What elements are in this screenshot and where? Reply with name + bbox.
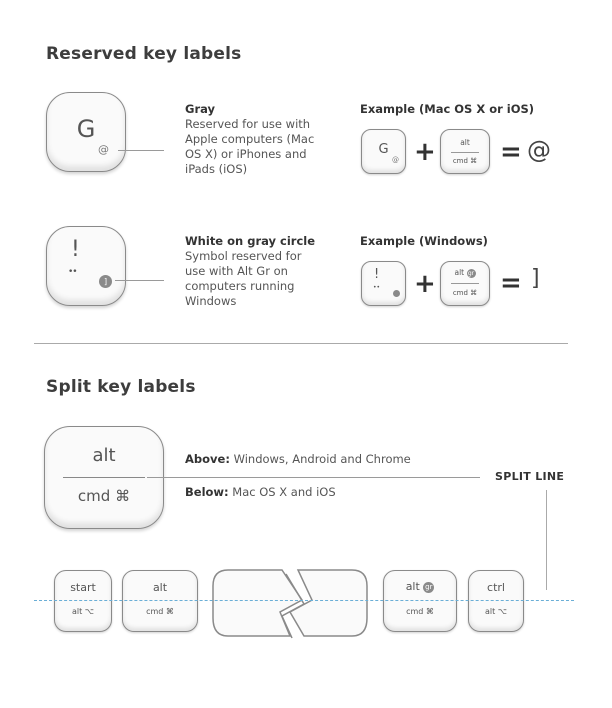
row-key-start — [54, 570, 112, 632]
gray-key-sub-glyph: @ — [98, 143, 109, 156]
split-big-key-line — [63, 477, 145, 478]
circle-example-key — [46, 226, 126, 306]
row-key-alt-top: alt — [152, 581, 168, 594]
split-below-desc: Mac OS X and iOS — [228, 485, 336, 499]
circle-ex-exclaim-main: ! — [374, 267, 380, 282]
gray-equals-sign: = — [500, 137, 522, 167]
circle-heading: White on gray circle — [185, 234, 316, 248]
row-key-ctrl-top: ctrl — [487, 581, 505, 594]
gray-leader-line — [118, 150, 164, 151]
circle-leader-line — [115, 280, 164, 281]
split-above-desc: Windows, Android and Chrome — [229, 452, 411, 466]
row-key-altgr-bottom: cmd ⌘ — [406, 607, 434, 616]
gray-ex-alt-top: alt — [460, 138, 470, 147]
gray-heading: Gray — [185, 102, 216, 116]
split-big-key — [44, 426, 164, 529]
circle-ex-exclaim-dots: •• — [373, 284, 381, 291]
row-key-alt-bottom: cmd ⌘ — [146, 607, 174, 616]
split-above-label: Above: — [185, 452, 230, 466]
split-big-key-top: alt — [92, 445, 116, 466]
circle-ex-altgr-key — [440, 261, 490, 306]
circle-key-dots: •• — [68, 267, 77, 277]
circle-equals-sign: = — [500, 268, 522, 298]
split-dashed-line — [34, 600, 574, 601]
gray-ex-g-sub: @ — [392, 156, 399, 164]
row-key-altgr — [383, 570, 457, 632]
circle-ex-altgr-top-text: alt — [454, 268, 465, 277]
gray-ex-g-main: G — [378, 142, 389, 157]
circle-ex-altgr-split — [451, 283, 479, 284]
gray-result-glyph: @ — [527, 136, 551, 164]
split-big-key-bottom: cmd ⌘ — [77, 487, 131, 505]
circle-ex-gr-badge: gr — [467, 269, 475, 277]
circle-key-gray-circle: ] — [99, 275, 112, 288]
row-key-altgr-top-text: alt — [405, 580, 420, 593]
split-line-pointer — [546, 490, 547, 590]
circle-key-main-glyph: ! — [71, 237, 80, 262]
row-key-ctrl — [468, 570, 524, 632]
circle-result-glyph: ] — [531, 266, 540, 291]
split-leader-line — [147, 477, 480, 478]
split-below-text — [185, 485, 336, 500]
broken-spacebar-key — [210, 566, 370, 642]
circle-description: Symbol reserved for use with Alt Gr on computers running Windows — [185, 249, 302, 308]
spacebar-right-half — [290, 570, 367, 636]
gray-key-main-glyph: G — [76, 115, 96, 143]
row-key-gr-badge: gr — [425, 582, 433, 591]
circle-ex-altgr-bottom: cmd ⌘ — [452, 289, 478, 297]
row-key-alt — [122, 570, 198, 632]
gray-description: Reserved for use with Apple computers (Mac OS X) or iPhones and iPads (iOS) — [185, 117, 315, 176]
row-key-start-top: start — [70, 581, 96, 594]
gray-ex-alt-key — [440, 129, 490, 174]
circle-ex-altgr-top — [441, 268, 489, 278]
gray-plus-sign: + — [414, 137, 436, 167]
row-key-ctrl-bottom: alt ⌥ — [484, 607, 508, 616]
circle-example-title: Example (Windows) — [360, 234, 488, 248]
gray-ex-alt-bottom: cmd ⌘ — [452, 157, 478, 165]
split-line-label: SPLIT LINE — [495, 470, 565, 483]
spacebar-left-half — [213, 570, 302, 636]
circle-plus-sign: + — [414, 269, 436, 299]
split-above-text — [185, 452, 411, 467]
row-key-start-bottom: alt ⌥ — [71, 607, 95, 616]
gray-example-title: Example (Mac OS X or iOS) — [360, 102, 535, 116]
gray-ex-alt-split — [451, 152, 479, 153]
section-divider — [34, 343, 568, 344]
reserved-section-title: Reserved key labels — [46, 44, 242, 64]
gray-example-key — [46, 92, 126, 172]
split-section-title: Split key labels — [46, 377, 196, 397]
gray-ex-g-key — [361, 129, 406, 174]
circle-ex-exclaim-key — [361, 261, 406, 306]
row-key-altgr-top — [384, 580, 456, 593]
split-below-label: Below: — [185, 485, 229, 499]
circle-ex-small-circle — [393, 290, 400, 297]
